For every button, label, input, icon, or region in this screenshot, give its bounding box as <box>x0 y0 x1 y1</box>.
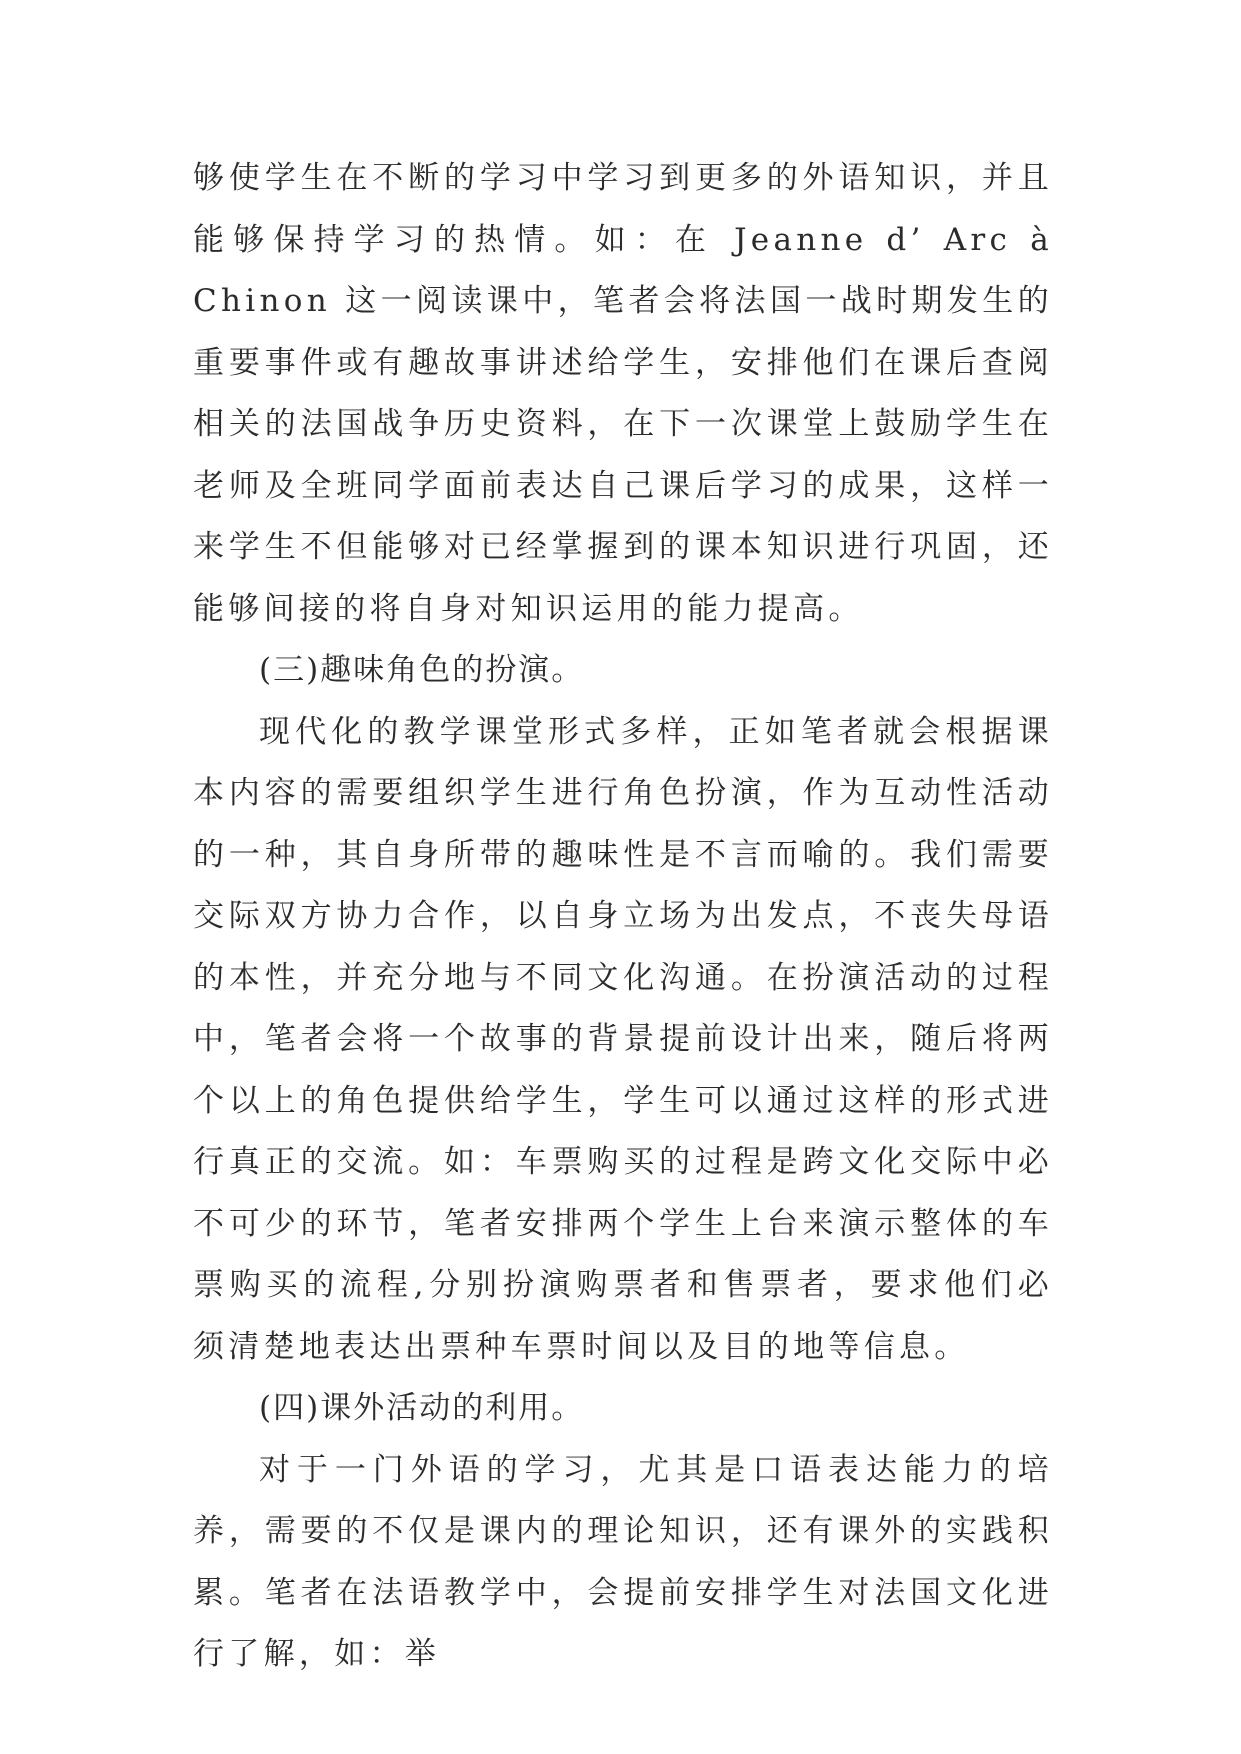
paragraph-role-play: 现代化的教学课堂形式多样，正如笔者就会根据课本内容的需要组织学生进行角色扮演，作为互动性活动的一种，其自身所带的趣味性是不言而喻的。我们需要交际双方协力合作，以自身立场为出发点，不丧失母语的本性，并充分地与不同文化沟通。在扮演活动的过程中，笔者会将一个故事的背景提前设计出来，随后将两个以上的角色提供给学生，学生可以通过这样的形式进行真正的交流。如：车票购买的过程是跨文化交际中必不可少的环节，笔者安排两个学生上台来演示整体的车票购买的流程,分别扮演购票者和售票者，要求他们必须清楚地表达出票种车票时间以及目的地等信息。 <box>193 713 1053 1365</box>
section-heading-3: (三)趣味角色的扮演。 <box>259 652 585 688</box>
section-heading-4: (四)课外活动的利用。 <box>259 1390 585 1426</box>
paragraph-continuation: 够使学生在不断的学习中学习到更多的外语知识，并且能够保持学习的热情。如：在 Jeanne d’ Arc à Chinon 这一阅读课中，笔者会将法国一战时期发生的重要事件或有趣故事讲述给学生，安排他们在课后查阅相关的法国战争历史资料，在下一次课堂上鼓励学生在老师及全班同学面前表达自己课后学习的成果，这样一来学生不但能够对已经掌握到的课本知识进行巩固，还能够间接的将自身对知识运用的能力提高。 <box>193 160 1053 627</box>
paragraph-extracurricular: 对于一门外语的学习，尤其是口语表达能力的培养，需要的不仅是课内的理论知识，还有课外的实践积累。笔者在法语教学中，会提前安排学生对法国文化进行了解，如：举 <box>193 1451 1053 1672</box>
body-text <box>193 148 1053 1686</box>
